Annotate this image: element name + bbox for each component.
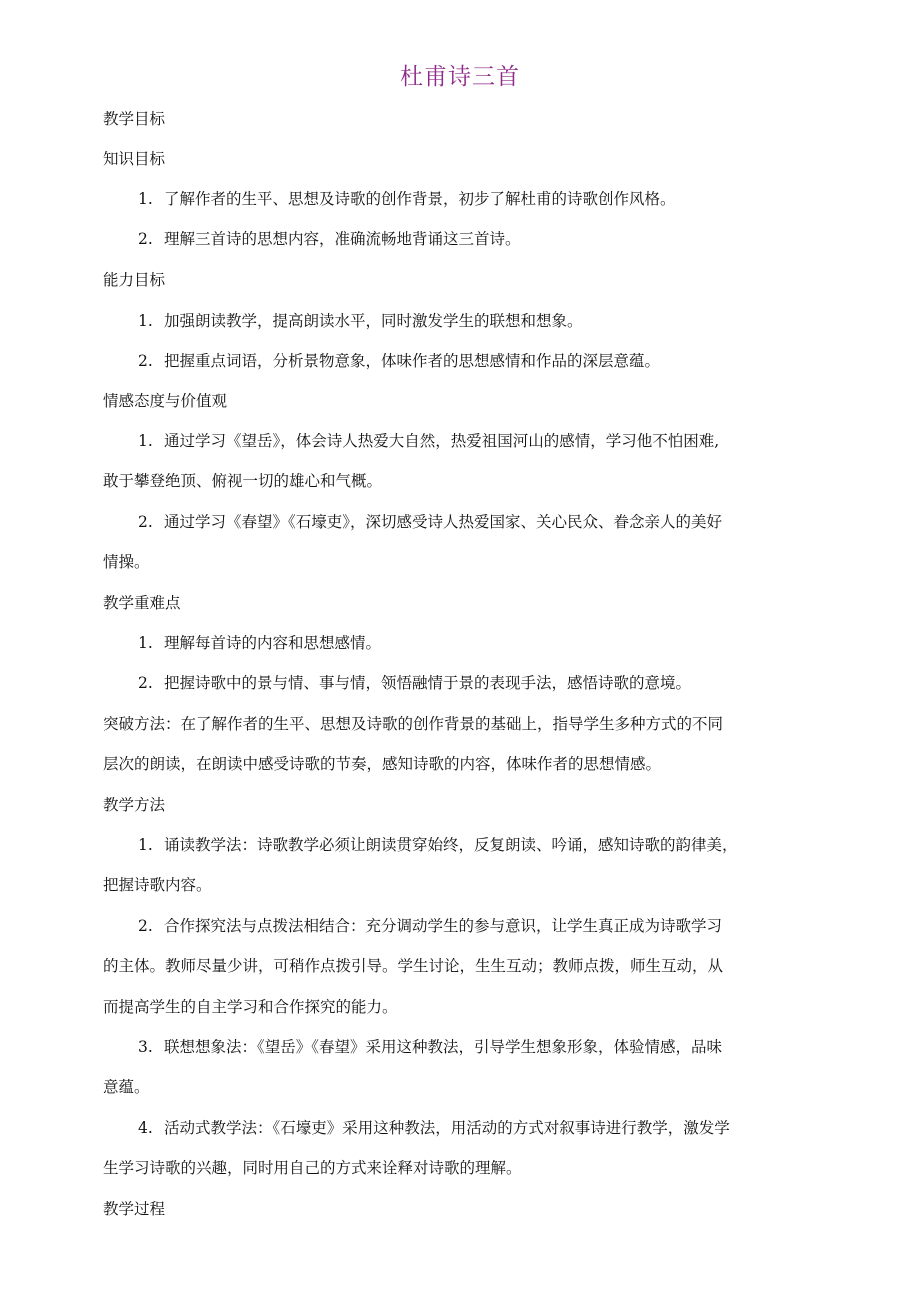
page-title: 杜甫诗三首 — [400, 64, 520, 90]
list-item — [138, 229, 521, 249]
list-item — [138, 431, 719, 451]
list-item-continuation: 情操。 — [103, 553, 150, 571]
heading-process: 教学过程 — [103, 1200, 166, 1218]
list-number: 2. — [138, 917, 153, 935]
list-number: 2. — [138, 674, 153, 692]
list-number: 1. — [138, 634, 153, 652]
list-number: 1. — [138, 432, 153, 450]
heading-emotion-goals: 情感态度与价值观 — [103, 392, 228, 410]
list-text: 合作探究法与点拨法相结合：充分调动学生的参与意识，让学生真正成为诗歌学习 — [164, 917, 723, 935]
list-item — [138, 189, 676, 209]
list-text: 把握重点词语，分析景物意象，体味作者的思想感情和作品的深层意蕴。 — [164, 352, 661, 370]
list-number: 4. — [138, 1119, 153, 1137]
list-text: 通过学习《望岳》，体会诗人热爱大自然，热爱祖国河山的感情，学习他不怕困难, — [164, 432, 720, 450]
list-number: 1. — [138, 312, 153, 330]
list-item — [138, 311, 583, 331]
list-text: 通过学习《春望》《石壕吏》，深切感受诗人热爱国家、关心民众、眷念亲人的美好 — [164, 513, 723, 531]
list-text: 理解每首诗的内容和思想感情。 — [164, 634, 382, 652]
list-item — [138, 673, 691, 693]
list-text: 把握诗歌中的景与情、事与情，领悟融情于景的表现手法，感悟诗歌的意境。 — [164, 674, 692, 692]
breakthrough-paragraph-continuation: 层次的朗读，在朗读中感受诗歌的节奏，感知诗歌的内容，体味作者的思想情感。 — [103, 755, 662, 773]
list-number: 2. — [138, 352, 153, 370]
list-item — [138, 633, 381, 653]
list-text: 诵读教学法：诗歌教学必须让朗读贯穿始终，反复朗读、吟诵，感知诗歌的韵律美， — [164, 836, 738, 854]
list-text: 加强朗读教学，提高朗读水平，同时激发学生的联想和想象。 — [164, 312, 583, 330]
heading-ability-goals: 能力目标 — [103, 271, 166, 289]
list-number: 2. — [138, 230, 153, 248]
list-item-continuation: 的主体。教师尽量少讲，可稍作点拨引导。学生讨论，生生互动；教师点拨，师生互动，从 — [103, 957, 724, 975]
list-item — [138, 1118, 730, 1138]
list-item — [138, 916, 722, 936]
list-text: 理解三首诗的思想内容，准确流畅地背诵这三首诗。 — [164, 230, 521, 248]
list-text: 了解作者的生平、思想及诗歌的创作背景，初步了解杜甫的诗歌创作风格。 — [164, 190, 676, 208]
breakthrough-paragraph: 突破方法：在了解作者的生平、思想及诗歌的创作背景的基础上，指导学生多种方式的不同 — [103, 715, 724, 733]
list-number: 1. — [138, 836, 153, 854]
heading-teaching-goals: 教学目标 — [103, 110, 166, 128]
heading-key-points: 教学重难点 — [103, 594, 181, 612]
list-item — [138, 512, 722, 532]
list-item-continuation: 敢于攀登绝顶、俯视一切的雄心和气概。 — [103, 472, 383, 490]
list-item — [138, 1037, 722, 1057]
heading-knowledge-goals: 知识目标 — [103, 150, 166, 168]
list-item-continuation: 生学习诗歌的兴趣，同时用自己的方式来诠释对诗歌的理解。 — [103, 1159, 522, 1177]
list-item-continuation: 而提高学生的自主学习和合作探究的能力。 — [103, 998, 398, 1016]
list-item — [138, 351, 660, 371]
list-text: 联想想象法：《望岳》《春望》采用这种教法，引导学生想象形象，体验情感，品味 — [164, 1038, 723, 1056]
list-number: 3. — [138, 1038, 153, 1056]
list-item-continuation: 把握诗歌内容。 — [103, 876, 212, 894]
list-number: 1. — [138, 190, 153, 208]
list-item-continuation: 意蕴。 — [103, 1078, 150, 1096]
list-item — [138, 835, 738, 855]
list-text: 活动式教学法：《石壕吏》采用这种教法，用活动的方式对叙事诗进行教学，激发学 — [164, 1119, 730, 1137]
list-number: 2. — [138, 513, 153, 531]
heading-methods: 教学方法 — [103, 796, 166, 814]
